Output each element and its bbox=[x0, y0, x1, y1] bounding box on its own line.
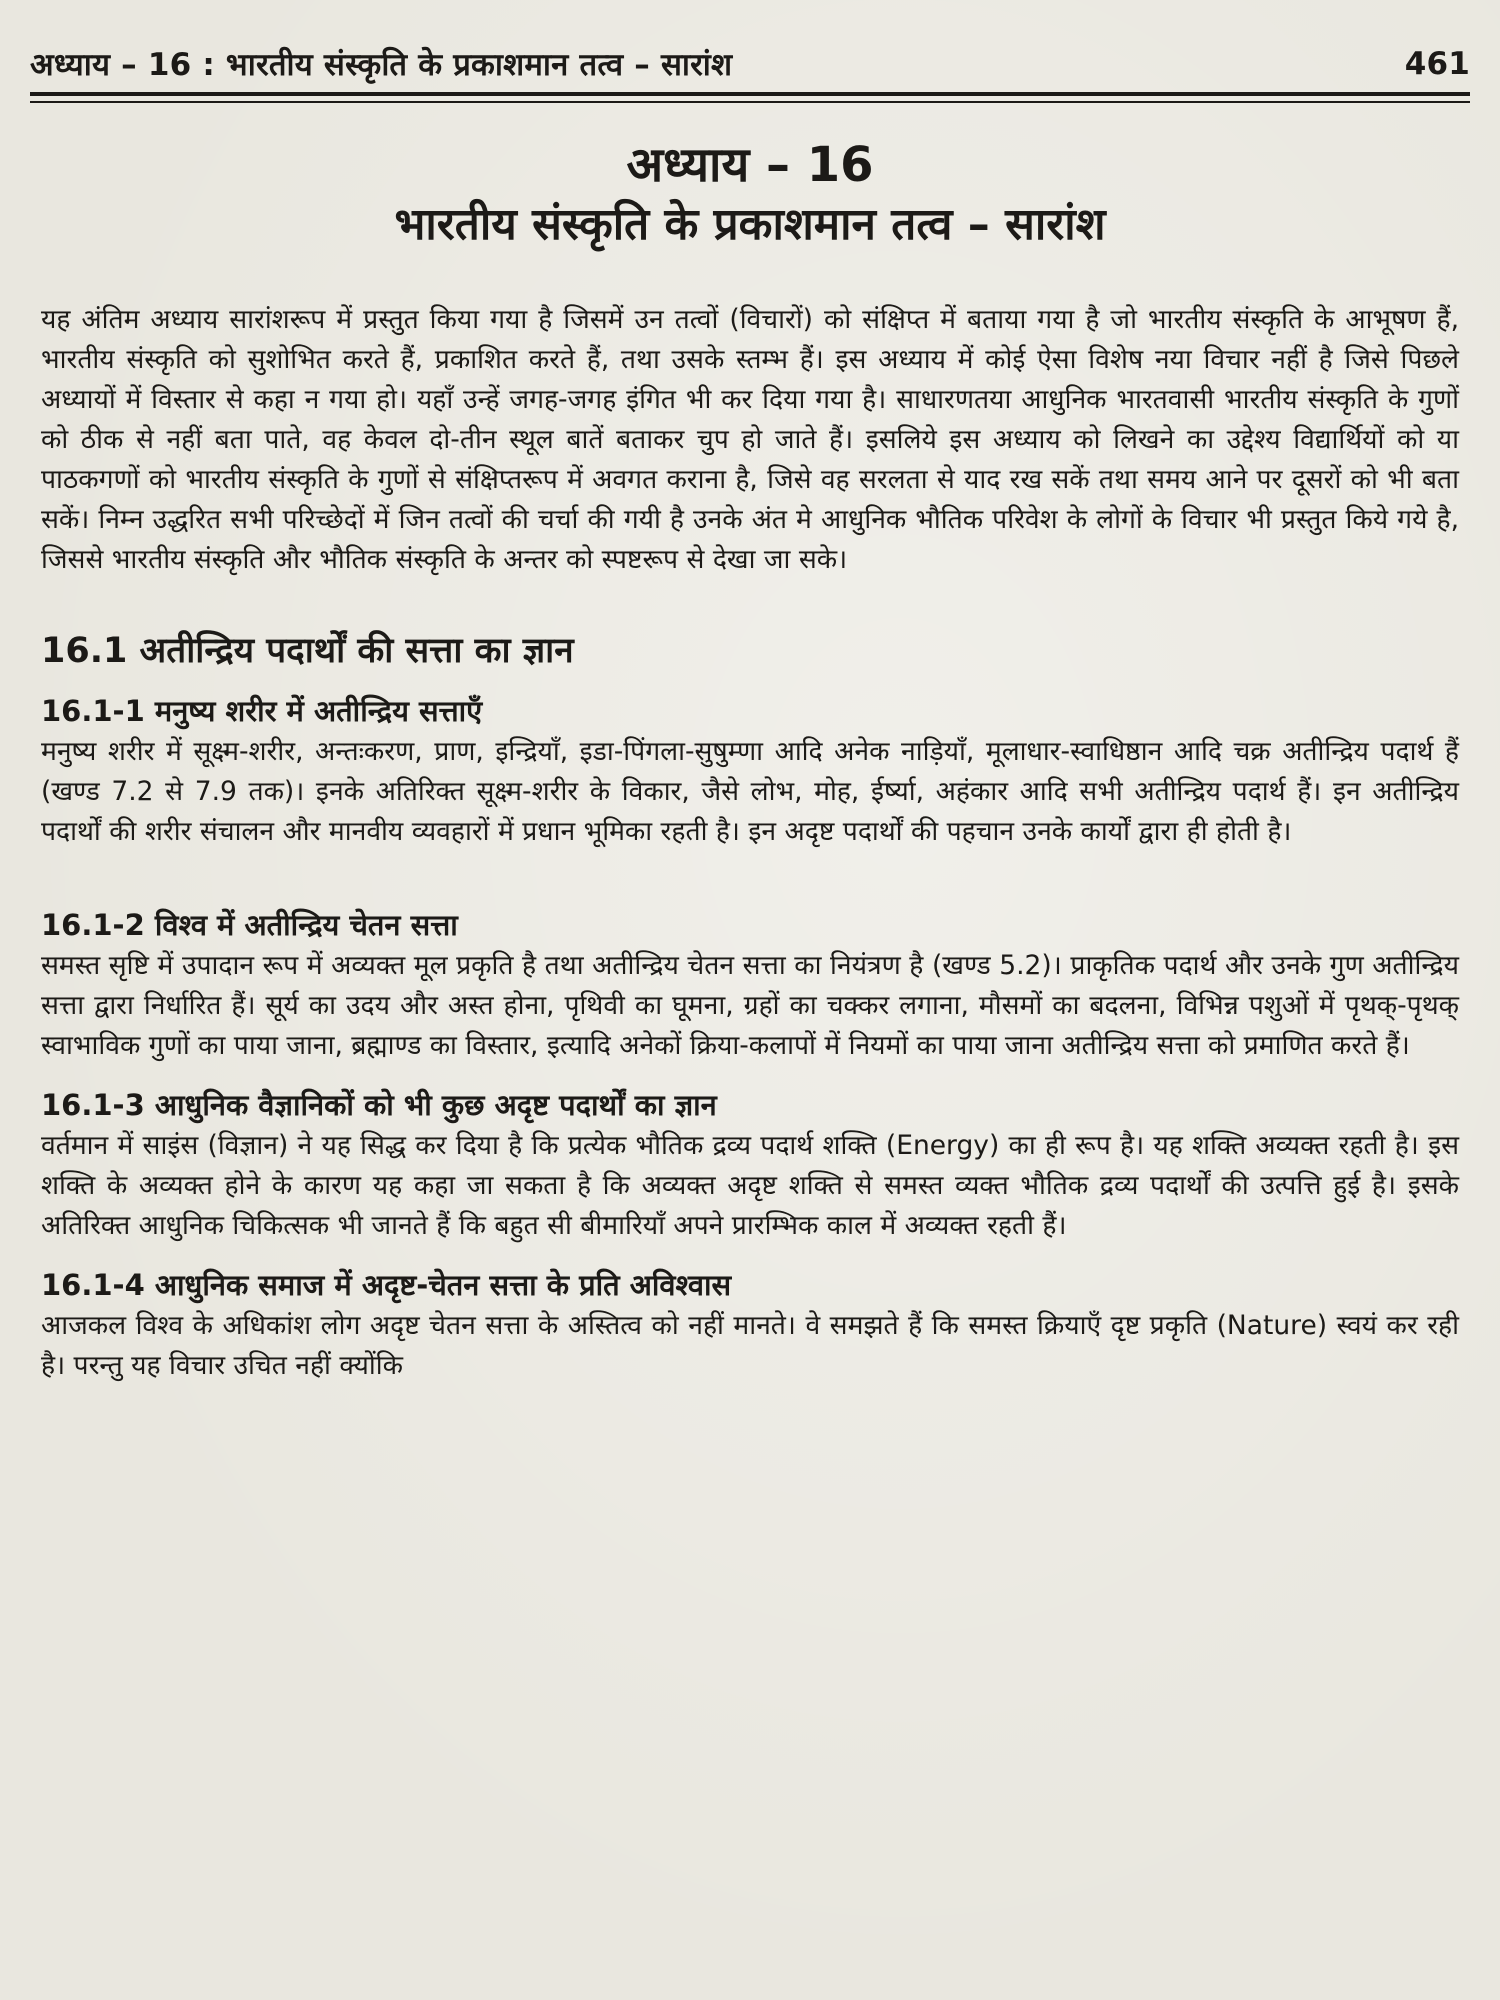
chapter-number: अध्याय – 16 bbox=[626, 137, 874, 193]
page-number: 461 bbox=[1404, 46, 1470, 82]
subsection-title: 16.1-1 मनुष्य शरीर में अतीन्द्रिय सत्ताएँ bbox=[41, 694, 483, 728]
subsection-paragraph: वर्तमान में साइंस (विज्ञान) ने यह सिद्ध कर दिया है कि प्रत्येक भौतिक द्रव्य पदार्थ शक्ति (Energy) का ही रूप है। यह शक्ति अव्यक्त रहती है। इस शक्ति के अव्यक्त होने के कारण यह कहा जा सकता है कि अव्यक्त अदृष्ट शक्ति से समस्त व्यक्त भौतिक द्रव्य पदार्थों की उत्पत्ति हुई है। इसके अतिरिक्त आधुनिक चिकित्सक भी जानते हैं कि बहुत सी बीमारियाँ अपने प्रारम्भिक काल में अव्यक्त रहती हैं। bbox=[41, 1130, 1460, 1241]
subsection-title: 16.1-2 विश्व में अतीन्द्रिय चेतन सत्ता bbox=[41, 908, 458, 942]
header-rule-thick bbox=[30, 92, 1470, 96]
running-title: अध्याय – 16 : भारतीय संस्कृति के प्रकाशमान तत्व – सारांश bbox=[30, 47, 733, 83]
subsection-paragraph: समस्त सृष्टि में उपादान रूप में अव्यक्त मूल प्रकृति है तथा अतीन्द्रिय चेतन सत्ता का नियंत्रण है (खण्ड 5.2)। प्राकृतिक पदार्थ और उनके गुण अतीन्द्रिय सत्ता द्वारा निर्धारित हैं। सूर्य का उदय और अस्त होना, पृथिवी का घूमना, ग्रहों का चक्कर लगाना, मौसमों का बदलना, विभिन्न पशुओं में पृथक्-पृथक् स्वाभाविक गुणों का पाया जाना, ब्रह्माण्ड का विस्तार, इत्यादि अनेकों क्रिया-कलापों में नियमों का पाया जाना अतीन्द्रिय सत्ता को प्रमाणित करते हैं। bbox=[41, 950, 1459, 1061]
section-title: 16.1 अतीन्द्रिय पदार्थों की सत्ता का ज्ञान bbox=[41, 631, 574, 671]
subsection-title: 16.1-3 आधुनिक वैज्ञानिकों को भी कुछ अदृष्ट पदार्थों का ज्ञान bbox=[41, 1088, 717, 1122]
subsection-title: 16.1-4 आधुनिक समाज में अदृष्ट-चेतन सत्ता के प्रति अविश्वास bbox=[41, 1268, 732, 1302]
subsection-paragraph: मनुष्य शरीर में सूक्ष्म-शरीर, अन्तःकरण, प्राण, इन्द्रियाँ, इडा-पिंगला-सुषुम्णा आदि अनेक नाड़ियाँ, मूलाधार-स्वाधिष्ठान आदि चक्र अतीन्द्रिय पदार्थ हैं (खण्ड 7.2 से 7.9 तक)। इनके अतिरिक्त सूक्ष्म-शरीर के विकार, जैसे लोभ, मोह, ईर्ष्या, अहंकार आदि सभी अतीन्द्रिय पदार्थ हैं। इन अतीन्द्रिय पदार्थों की शरीर संचालन और मानवीय व्यवहारों में प्रधान भूमिका रहती है। इन अदृष्ट पदार्थों की पहचान उनके कार्यों द्वारा ही होती है। bbox=[41, 736, 1459, 847]
page-body bbox=[41, 300, 1459, 1386]
subsection-paragraph: आजकल विश्व के अधिकांश लोग अदृष्ट चेतन सत्ता के अस्तित्व को नहीं मानते। वे समझते हैं कि समस्त क्रियाएँ दृष्ट प्रकृति (Nature) स्वयं कर रही है। परन्तु यह विचार उचित नहीं क्योंकि bbox=[41, 1310, 1459, 1381]
chapter-heading bbox=[0, 135, 1500, 255]
intro-paragraph: यह अंतिम अध्याय सारांशरूप में प्रस्तुत किया गया है जिसमें उन तत्वों (विचारों) को संक्षिप्त में बताया गया है जो भारतीय संस्कृति के आभूषण हैं, भारतीय संस्कृति को सुशोभित करते हैं, प्रकाशित करते हैं, तथा उसके स्तम्भ हैं। इस अध्याय में कोई ऐसा विशेष नया विचार नहीं है जिसे पिछले अध्यायों में विस्तार से कहा न गया हो। यहाँ उन्हें जगह-जगह इंगित भी कर दिया गया है। साधारणतया आधुनिक भारतवासी भारतीय संस्कृति के गुणों को ठीक से नहीं बता पाते, वह केवल दो-तीन स्थूल बातें बताकर चुप हो जाते हैं। इसलिये इस अध्याय को लिखने का उद्देश्य विद्यार्थियों को या पाठकगणों को भारतीय संस्कृति के गुणों से संक्षिप्तरूप में अवगत कराना है, जिसे वह सरलता से याद रख सकें तथा समय आने पर दूसरों को भी बता सकें। निम्न उद्धरित सभी परिच्छेदों में जिन तत्वों की चर्चा की गयी है उनके अंत मे आधुनिक भौतिक परिवेश के लोगों के विचार भी प्रस्तुत किये गये है, जिससे भारतीय संस्कृति और भौतिक संस्कृति के अन्तर को स्पष्टरूप से देखा जा सके। bbox=[41, 304, 1459, 575]
chapter-title: भारतीय संस्कृति के प्रकाशमान तत्व – सारांश bbox=[394, 199, 1106, 250]
running-header bbox=[30, 40, 1470, 88]
header-rule-thin bbox=[30, 101, 1470, 103]
